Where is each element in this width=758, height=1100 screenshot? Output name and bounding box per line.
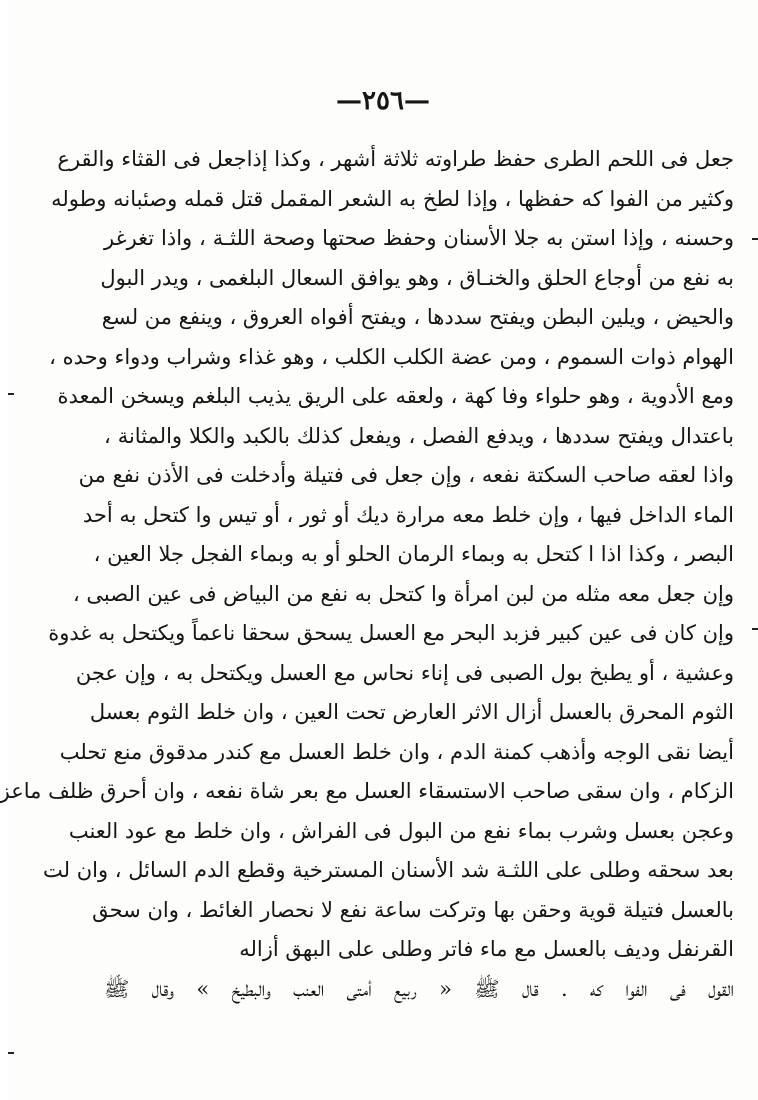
text-line: به نفع من أوجاع الحلق والخنـاق ، وهو يوافق السعال البلغمى ، ويدر البول (100, 265, 734, 290)
text-line: البصر ، وكذا اذا ا كتحل به وبماء الرمان الحلو أو به وبماء الفجل جلا العين ، (93, 542, 734, 566)
text-line: باعتدال ويفتح سددها ، ويدفع الفصل ، ويفعل كذلك بالكبد والكلا والمثانة ، (104, 423, 734, 448)
text-line: القرنفل وديف بالعسل مع ماء فاتر وطلى على البهق أزاله (239, 937, 734, 961)
text-line: جعل فى اللحم الطرى حفظ طراوته ثلاثة أشهر ، وكذا إذاجعل فى القثاء والقرع (57, 147, 734, 171)
text-line: وعشية ، أو يطبخ بول الصبى فى إناء نحاس مع العسل ويكتحل به ، وإن عجن (75, 660, 734, 685)
text-line: الماء الداخل فيها ، وإن خلط معه مرارة ديك أو ثور ، أو تيس وا كتحل به أحد (82, 502, 734, 527)
text-line: وكثير من الفوا كه حفظها ، وإذا لطخ به الشعر المقمل قتل قمله وصئبانه وطوله (51, 186, 734, 211)
text-line: الزكام ، وان سقى صاحب الاستسقاء العسل مع بعر شاة نفعه ، وان أحرق ظلف ماعز (0, 779, 734, 803)
page-number: —٢٥٦— (336, 86, 430, 116)
body-text (0, 140, 734, 1009)
text-line: وإن كان فى عين كبير فزبد البحر مع العسل يسحق سحقا ناعماً ويكتحل به غدوة (48, 621, 734, 645)
text-line: الثوم المحرق بالعسل أزال الاثر العارض تحت العين ، وان خلط الثوم بعسل (89, 700, 734, 724)
section-heading-line: القول فى الفوا كه . قال ﷺ « ربيع أمتى العنب والبطيخ » وقال ﷺ (104, 976, 734, 1001)
text-line: واذا لعقه صاحب السكتة نفعه ، وإن جعل فى فتيلة وأدخلت فى الأذن نفع من (78, 463, 734, 487)
text-line: الهوام ذوات السموم ، ومن عضة الكلب الكلب ، وهو غذاء وشراب ودواء وحده ، (49, 344, 734, 369)
margin-mark (752, 238, 758, 240)
text-line: وإن جعل معه مثله من لبن امرأة وا كتحل به نفع من البياض فى عين الصبى ، (72, 581, 734, 606)
text-line: بعد سحقه وطلى على اللثـة شد الأسنان المسترخية وقطع الدم السائل ، وان لت (43, 858, 734, 882)
text-line: والحيض ، ويلين البطن ويفتح سددها ، ويفتح أفواه العروق ، وينفع من لسع (101, 305, 734, 329)
text-line: وحسنه ، وإذا استن به جلا الأسنان وحفظ صحتها وصحة اللثـة ، واذا تغرغر (104, 226, 734, 250)
text-line: أيضا نقى الوجه وأذهب كمنة الدم ، وان خلط العسل مع كندر مدقوق منع تحلب (59, 739, 734, 764)
text-line: ومع الأدوية ، وهو حلواء وفا كهة ، ولعقه على الريق يذيب البلغم ويسخن المعدة (57, 384, 734, 408)
margin-mark (8, 393, 14, 395)
text-line: بالعسل فتيلة قوية وحقن بها وتركت ساعة نفع لا نحصار الغائط ، وان سحق (92, 897, 734, 922)
margin-mark (8, 1052, 14, 1054)
margin-mark (752, 628, 758, 630)
text-line: وعجن بعسل وشرب بماء نفع من البول فى الفراش ، وان خلط مع عود العنب (68, 818, 734, 843)
